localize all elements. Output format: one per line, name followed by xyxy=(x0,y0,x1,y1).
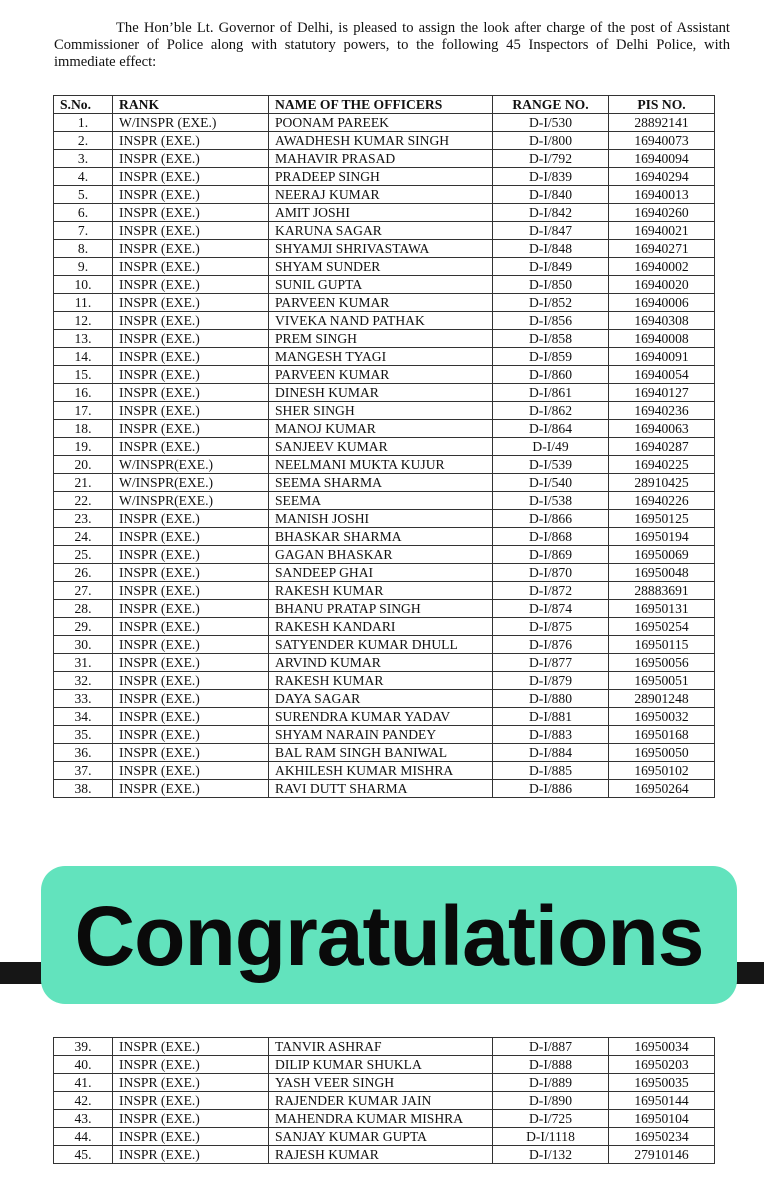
cell-sno: 10. xyxy=(54,276,113,294)
table-row xyxy=(54,1074,715,1092)
cell-range: D-I/839 xyxy=(493,168,609,186)
table-row xyxy=(54,762,715,780)
table-row xyxy=(54,564,715,582)
cell-range: D-I/792 xyxy=(493,150,609,168)
cell-rank: INSPR (EXE.) xyxy=(113,582,269,600)
cell-sno: 33. xyxy=(54,690,113,708)
cell-sno: 28. xyxy=(54,600,113,618)
cell-rank: INSPR (EXE.) xyxy=(113,420,269,438)
table-row xyxy=(54,420,715,438)
cell-name: MAHENDRA KUMAR MISHRA xyxy=(269,1110,493,1128)
cell-name: RAKESH KANDARI xyxy=(269,618,493,636)
cell-sno: 29. xyxy=(54,618,113,636)
table-row xyxy=(54,1128,715,1146)
cell-name: SEEMA SHARMA xyxy=(269,474,493,492)
cell-range: D-I/864 xyxy=(493,420,609,438)
cell-pis: 16950048 xyxy=(609,564,715,582)
cell-sno: 1. xyxy=(54,114,113,132)
cell-pis: 16940094 xyxy=(609,150,715,168)
cell-range: D-I/870 xyxy=(493,564,609,582)
header-rank: RANK xyxy=(113,96,269,114)
cell-name: SHYAMJI SHRIVASTAWA xyxy=(269,240,493,258)
cell-name: BHANU PRATAP SINGH xyxy=(269,600,493,618)
cell-name: SHYAM SUNDER xyxy=(269,258,493,276)
cell-pis: 16950234 xyxy=(609,1128,715,1146)
cell-sno: 20. xyxy=(54,456,113,474)
cell-name: MANGESH TYAGI xyxy=(269,348,493,366)
cell-range: D-I/879 xyxy=(493,672,609,690)
cell-pis: 16950168 xyxy=(609,726,715,744)
cell-name: AMIT JOSHI xyxy=(269,204,493,222)
cell-name: MAHAVIR PRASAD xyxy=(269,150,493,168)
cell-sno: 9. xyxy=(54,258,113,276)
cell-sno: 38. xyxy=(54,780,113,798)
cell-pis: 28883691 xyxy=(609,582,715,600)
cell-pis: 16940225 xyxy=(609,456,715,474)
cell-rank: INSPR (EXE.) xyxy=(113,294,269,312)
cell-pis: 28901248 xyxy=(609,690,715,708)
cell-range: D-I/856 xyxy=(493,312,609,330)
cell-range: D-I/875 xyxy=(493,618,609,636)
cell-rank: W/INSPR(EXE.) xyxy=(113,474,269,492)
table-row xyxy=(54,204,715,222)
cell-range: D-I/868 xyxy=(493,528,609,546)
header-name: NAME OF THE OFFICERS xyxy=(269,96,493,114)
table-row xyxy=(54,780,715,798)
cell-name: NEELMANI MUKTA KUJUR xyxy=(269,456,493,474)
cell-pis: 16950102 xyxy=(609,762,715,780)
cell-name: RAVI DUTT SHARMA xyxy=(269,780,493,798)
cell-name: SEEMA xyxy=(269,492,493,510)
cell-range: D-I/859 xyxy=(493,348,609,366)
table-row xyxy=(54,276,715,294)
table-row xyxy=(54,456,715,474)
cell-pis: 16950056 xyxy=(609,654,715,672)
cell-pis: 16940260 xyxy=(609,204,715,222)
cell-name: SURENDRA KUMAR YADAV xyxy=(269,708,493,726)
cell-sno: 7. xyxy=(54,222,113,240)
cell-rank: INSPR (EXE.) xyxy=(113,402,269,420)
cell-sno: 35. xyxy=(54,726,113,744)
cell-pis: 16950115 xyxy=(609,636,715,654)
table-row xyxy=(54,1146,715,1164)
cell-range: D-I/800 xyxy=(493,132,609,150)
cell-rank: INSPR (EXE.) xyxy=(113,690,269,708)
table-row xyxy=(54,1110,715,1128)
cell-rank: INSPR (EXE.) xyxy=(113,204,269,222)
cell-rank: W/INSPR(EXE.) xyxy=(113,456,269,474)
cell-range: D-I/860 xyxy=(493,366,609,384)
table-row xyxy=(54,294,715,312)
header-range: RANGE NO. xyxy=(493,96,609,114)
cell-rank: INSPR (EXE.) xyxy=(113,708,269,726)
cell-name: RAKESH KUMAR xyxy=(269,582,493,600)
cell-pis: 16940006 xyxy=(609,294,715,312)
cell-sno: 3. xyxy=(54,150,113,168)
table-row xyxy=(54,258,715,276)
cell-sno: 8. xyxy=(54,240,113,258)
cell-pis: 16940008 xyxy=(609,330,715,348)
cell-rank: INSPR (EXE.) xyxy=(113,780,269,798)
table-row xyxy=(54,384,715,402)
cell-rank: INSPR (EXE.) xyxy=(113,1074,269,1092)
cell-name: MANISH JOSHI xyxy=(269,510,493,528)
cell-pis: 16950035 xyxy=(609,1074,715,1092)
cell-sno: 43. xyxy=(54,1110,113,1128)
cell-range: D-I/874 xyxy=(493,600,609,618)
cell-pis: 16940054 xyxy=(609,366,715,384)
cell-pis: 16950032 xyxy=(609,708,715,726)
cell-range: D-I/862 xyxy=(493,402,609,420)
cell-rank: INSPR (EXE.) xyxy=(113,600,269,618)
cell-name: SANJAY KUMAR GUPTA xyxy=(269,1128,493,1146)
cell-sno: 27. xyxy=(54,582,113,600)
cell-rank: INSPR (EXE.) xyxy=(113,744,269,762)
cell-range: D-I/849 xyxy=(493,258,609,276)
cell-range: D-I/852 xyxy=(493,294,609,312)
cell-rank: INSPR (EXE.) xyxy=(113,654,269,672)
cell-range: D-I/842 xyxy=(493,204,609,222)
cell-rank: INSPR (EXE.) xyxy=(113,510,269,528)
cell-rank: INSPR (EXE.) xyxy=(113,726,269,744)
officers-table-part2 xyxy=(53,1037,715,1164)
cell-range: D-I/861 xyxy=(493,384,609,402)
cell-sno: 25. xyxy=(54,546,113,564)
cell-name: RAJENDER KUMAR JAIN xyxy=(269,1092,493,1110)
cell-sno: 41. xyxy=(54,1074,113,1092)
cell-rank: INSPR (EXE.) xyxy=(113,762,269,780)
cell-range: D-I/1118 xyxy=(493,1128,609,1146)
cell-pis: 16950203 xyxy=(609,1056,715,1074)
cell-rank: INSPR (EXE.) xyxy=(113,438,269,456)
table-row xyxy=(54,1038,715,1056)
cell-pis: 28892141 xyxy=(609,114,715,132)
cell-sno: 13. xyxy=(54,330,113,348)
cell-range: D-I/869 xyxy=(493,546,609,564)
cell-pis: 16950144 xyxy=(609,1092,715,1110)
cell-sno: 39. xyxy=(54,1038,113,1056)
cell-name: PREM SINGH xyxy=(269,330,493,348)
table-row xyxy=(54,1056,715,1074)
cell-name: DINESH KUMAR xyxy=(269,384,493,402)
cell-pis: 16940020 xyxy=(609,276,715,294)
cell-name: KARUNA SAGAR xyxy=(269,222,493,240)
cell-rank: INSPR (EXE.) xyxy=(113,150,269,168)
cell-sno: 12. xyxy=(54,312,113,330)
cell-pis: 16950069 xyxy=(609,546,715,564)
cell-range: D-I/883 xyxy=(493,726,609,744)
cell-name: SHER SINGH xyxy=(269,402,493,420)
cell-range: D-I/847 xyxy=(493,222,609,240)
cell-sno: 6. xyxy=(54,204,113,222)
cell-sno: 17. xyxy=(54,402,113,420)
cell-sno: 16. xyxy=(54,384,113,402)
cell-range: D-I/887 xyxy=(493,1038,609,1056)
cell-name: SHYAM NARAIN PANDEY xyxy=(269,726,493,744)
cell-sno: 18. xyxy=(54,420,113,438)
table-row xyxy=(54,438,715,456)
table-row xyxy=(54,132,715,150)
cell-pis: 16940236 xyxy=(609,402,715,420)
cell-name: MANOJ KUMAR xyxy=(269,420,493,438)
cell-name: GAGAN BHASKAR xyxy=(269,546,493,564)
cell-name: AKHILESH KUMAR MISHRA xyxy=(269,762,493,780)
table-row xyxy=(54,366,715,384)
cell-sno: 11. xyxy=(54,294,113,312)
cell-rank: INSPR (EXE.) xyxy=(113,330,269,348)
cell-rank: W/INSPR(EXE.) xyxy=(113,492,269,510)
table-row xyxy=(54,726,715,744)
header-pis: PIS NO. xyxy=(609,96,715,114)
cell-rank: INSPR (EXE.) xyxy=(113,564,269,582)
table-row xyxy=(54,348,715,366)
cell-name: PRADEEP SINGH xyxy=(269,168,493,186)
cell-rank: INSPR (EXE.) xyxy=(113,222,269,240)
cell-sno: 21. xyxy=(54,474,113,492)
cell-rank: INSPR (EXE.) xyxy=(113,258,269,276)
cell-name: POONAM PAREEK xyxy=(269,114,493,132)
order-intro-paragraph: The Hon’ble Lt. Governor of Delhi, is pleased to assign the look after charge of the post of Assistant Commissioner of Police along with statutory powers, to the following 45 Inspectors of Delhi Police, with immediate effect: xyxy=(54,20,730,70)
cell-sno: 42. xyxy=(54,1092,113,1110)
cell-sno: 26. xyxy=(54,564,113,582)
cell-pis: 16940308 xyxy=(609,312,715,330)
cell-rank: INSPR (EXE.) xyxy=(113,240,269,258)
cell-name: SUNIL GUPTA xyxy=(269,276,493,294)
cell-rank: INSPR (EXE.) xyxy=(113,366,269,384)
table-row xyxy=(54,618,715,636)
cell-sno: 4. xyxy=(54,168,113,186)
cell-sno: 34. xyxy=(54,708,113,726)
cell-range: D-I/530 xyxy=(493,114,609,132)
cell-range: D-I/889 xyxy=(493,1074,609,1092)
cell-pis: 16940021 xyxy=(609,222,715,240)
table-row xyxy=(54,474,715,492)
cell-name: SATYENDER KUMAR DHULL xyxy=(269,636,493,654)
cell-name: BAL RAM SINGH BANIWAL xyxy=(269,744,493,762)
cell-name: VIVEKA NAND PATHAK xyxy=(269,312,493,330)
cell-rank: INSPR (EXE.) xyxy=(113,186,269,204)
cell-sno: 19. xyxy=(54,438,113,456)
cell-pis: 16940226 xyxy=(609,492,715,510)
cell-sno: 5. xyxy=(54,186,113,204)
cell-sno: 40. xyxy=(54,1056,113,1074)
table-row xyxy=(54,582,715,600)
cell-rank: INSPR (EXE.) xyxy=(113,1056,269,1074)
cell-pis: 16950264 xyxy=(609,780,715,798)
cell-name: NEERAJ KUMAR xyxy=(269,186,493,204)
cell-rank: INSPR (EXE.) xyxy=(113,1146,269,1164)
table-row xyxy=(54,222,715,240)
cell-range: D-I/858 xyxy=(493,330,609,348)
cell-range: D-I/49 xyxy=(493,438,609,456)
cell-rank: INSPR (EXE.) xyxy=(113,546,269,564)
cell-rank: INSPR (EXE.) xyxy=(113,312,269,330)
table-row xyxy=(54,744,715,762)
cell-pis: 28910425 xyxy=(609,474,715,492)
cell-name: DILIP KUMAR SHUKLA xyxy=(269,1056,493,1074)
table-row xyxy=(54,312,715,330)
cell-rank: INSPR (EXE.) xyxy=(113,1092,269,1110)
cell-rank: INSPR (EXE.) xyxy=(113,636,269,654)
cell-range: D-I/876 xyxy=(493,636,609,654)
table-row xyxy=(54,708,715,726)
cell-pis: 16950125 xyxy=(609,510,715,528)
cell-pis: 16940127 xyxy=(609,384,715,402)
cell-rank: INSPR (EXE.) xyxy=(113,384,269,402)
cell-range: D-I/888 xyxy=(493,1056,609,1074)
cell-name: PARVEEN KUMAR xyxy=(269,366,493,384)
cell-rank: INSPR (EXE.) xyxy=(113,528,269,546)
cell-rank: INSPR (EXE.) xyxy=(113,618,269,636)
cell-name: PARVEEN KUMAR xyxy=(269,294,493,312)
cell-rank: INSPR (EXE.) xyxy=(113,132,269,150)
cell-pis: 16940091 xyxy=(609,348,715,366)
cell-pis: 16940271 xyxy=(609,240,715,258)
table-row xyxy=(54,186,715,204)
cell-pis: 16940063 xyxy=(609,420,715,438)
cell-name: RAJESH KUMAR xyxy=(269,1146,493,1164)
cell-rank: INSPR (EXE.) xyxy=(113,1110,269,1128)
cell-pis: 16950104 xyxy=(609,1110,715,1128)
cell-pis: 27910146 xyxy=(609,1146,715,1164)
cell-range: D-I/848 xyxy=(493,240,609,258)
cell-rank: INSPR (EXE.) xyxy=(113,348,269,366)
header-sno: S.No. xyxy=(54,96,113,114)
cell-name: SANJEEV KUMAR xyxy=(269,438,493,456)
cell-rank: INSPR (EXE.) xyxy=(113,1128,269,1146)
cell-name: YASH VEER SINGH xyxy=(269,1074,493,1092)
cell-name: SANDEEP GHAI xyxy=(269,564,493,582)
cell-pis: 16940013 xyxy=(609,186,715,204)
table-row xyxy=(54,402,715,420)
table-row xyxy=(54,654,715,672)
cell-range: D-I/866 xyxy=(493,510,609,528)
cell-sno: 31. xyxy=(54,654,113,672)
cell-rank: INSPR (EXE.) xyxy=(113,168,269,186)
cell-range: D-I/890 xyxy=(493,1092,609,1110)
table-row xyxy=(54,168,715,186)
cell-pis: 16940073 xyxy=(609,132,715,150)
cell-range: D-I/881 xyxy=(493,708,609,726)
cell-pis: 16950194 xyxy=(609,528,715,546)
cell-range: D-I/539 xyxy=(493,456,609,474)
cell-sno: 36. xyxy=(54,744,113,762)
cell-sno: 45. xyxy=(54,1146,113,1164)
cell-range: D-I/540 xyxy=(493,474,609,492)
cell-name: BHASKAR SHARMA xyxy=(269,528,493,546)
cell-name: ARVIND KUMAR xyxy=(269,654,493,672)
cell-name: AWADHESH KUMAR SINGH xyxy=(269,132,493,150)
cell-pis: 16950254 xyxy=(609,618,715,636)
cell-rank: INSPR (EXE.) xyxy=(113,1038,269,1056)
table-row xyxy=(54,690,715,708)
table-row xyxy=(54,1092,715,1110)
table-row xyxy=(54,546,715,564)
cell-name: TANVIR ASHRAF xyxy=(269,1038,493,1056)
cell-range: D-I/886 xyxy=(493,780,609,798)
table-row xyxy=(54,528,715,546)
cell-pis: 16950051 xyxy=(609,672,715,690)
officers-table-part1 xyxy=(53,95,715,798)
cell-rank: INSPR (EXE.) xyxy=(113,276,269,294)
cell-range: D-I/880 xyxy=(493,690,609,708)
cell-sno: 23. xyxy=(54,510,113,528)
cell-range: D-I/884 xyxy=(493,744,609,762)
table-row xyxy=(54,672,715,690)
congratulations-text: Congratulations xyxy=(74,889,704,983)
cell-sno: 30. xyxy=(54,636,113,654)
table-row xyxy=(54,492,715,510)
cell-sno: 44. xyxy=(54,1128,113,1146)
cell-name: DAYA SAGAR xyxy=(269,690,493,708)
table-row xyxy=(54,636,715,654)
cell-rank: INSPR (EXE.) xyxy=(113,672,269,690)
cell-pis: 16940294 xyxy=(609,168,715,186)
cell-sno: 32. xyxy=(54,672,113,690)
congratulations-banner xyxy=(41,866,737,1004)
cell-range: D-I/538 xyxy=(493,492,609,510)
cell-range: D-I/885 xyxy=(493,762,609,780)
table-row xyxy=(54,240,715,258)
cell-name: RAKESH KUMAR xyxy=(269,672,493,690)
table-row xyxy=(54,330,715,348)
cell-sno: 22. xyxy=(54,492,113,510)
table-row xyxy=(54,150,715,168)
table-row xyxy=(54,600,715,618)
cell-sno: 14. xyxy=(54,348,113,366)
cell-range: D-I/840 xyxy=(493,186,609,204)
cell-pis: 16940002 xyxy=(609,258,715,276)
cell-range: D-I/877 xyxy=(493,654,609,672)
cell-rank: W/INSPR (EXE.) xyxy=(113,114,269,132)
cell-sno: 37. xyxy=(54,762,113,780)
table-row xyxy=(54,510,715,528)
cell-pis: 16950050 xyxy=(609,744,715,762)
cell-range: D-I/872 xyxy=(493,582,609,600)
table-row xyxy=(54,114,715,132)
table-header-row xyxy=(54,96,715,114)
cell-pis: 16950034 xyxy=(609,1038,715,1056)
cell-sno: 2. xyxy=(54,132,113,150)
cell-range: D-I/850 xyxy=(493,276,609,294)
cell-range: D-I/132 xyxy=(493,1146,609,1164)
cell-pis: 16950131 xyxy=(609,600,715,618)
cell-sno: 24. xyxy=(54,528,113,546)
cell-range: D-I/725 xyxy=(493,1110,609,1128)
cell-sno: 15. xyxy=(54,366,113,384)
cell-pis: 16940287 xyxy=(609,438,715,456)
